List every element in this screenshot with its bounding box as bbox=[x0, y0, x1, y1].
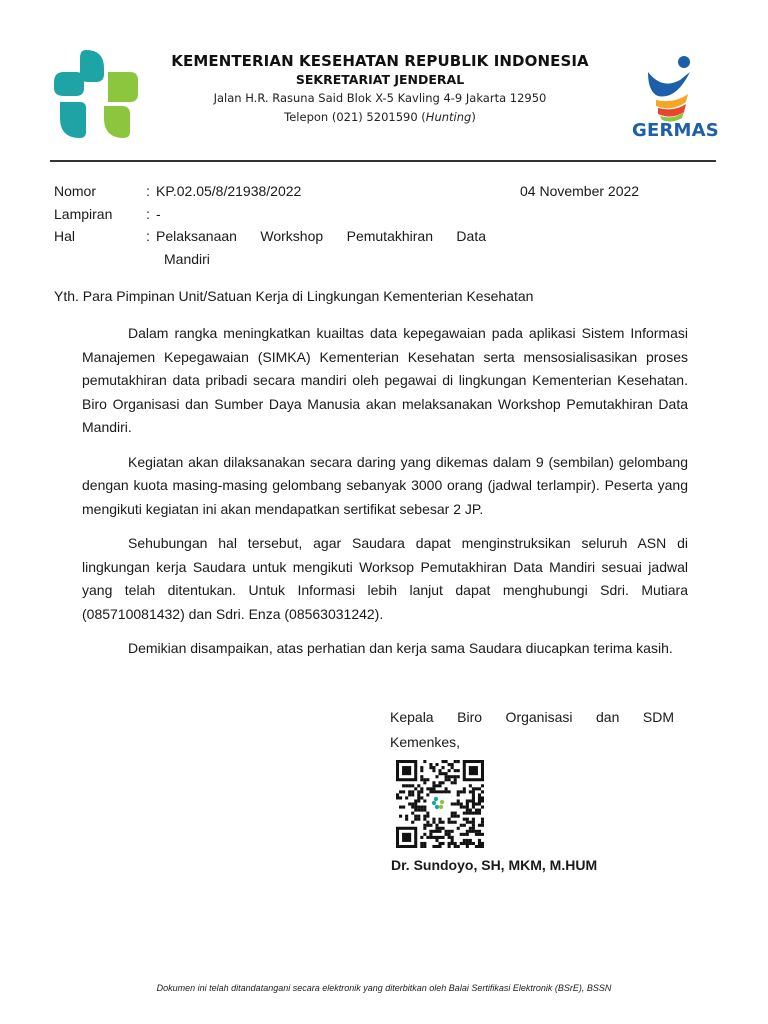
lampiran-label: Lampiran bbox=[54, 205, 113, 222]
meta-row-lampiran bbox=[54, 203, 674, 226]
phone bbox=[140, 110, 620, 124]
nomor-label: Nomor bbox=[54, 183, 97, 199]
hal-label: Hal bbox=[54, 228, 76, 244]
paragraph: Dalam rangka meningkatkan kuailtas data kepegawaian pada aplikasi Sistem Informasi Manajemen Kepegawaian (SIMKA) Kementerian Kesehatan serta mensosialisasikan proses pemutakhiran data pribadi secara mandiri oleh pegawai di lingkungan Kementerian Kesehatan. Biro Organisasi dan Sumber Daya Manusia akan melaksanakan Workshop Pemutakhiran Data Mandiri. bbox=[82, 325, 688, 435]
letter-meta bbox=[54, 180, 674, 270]
qr-code-icon bbox=[396, 760, 484, 848]
header-divider bbox=[50, 160, 716, 162]
nomor-value: KP.02.05/8/21938/2022 bbox=[156, 183, 302, 199]
letter-body bbox=[82, 322, 688, 672]
ministry-name: KEMENTERIAN KESEHATAN REPUBLIK INDONESIA bbox=[171, 52, 589, 70]
salutation: Yth. Para Pimpinan Unit/Satuan Kerja di Lingkungan Kementerian Kesehatan bbox=[54, 288, 534, 304]
phone-note: Hunting bbox=[425, 110, 472, 124]
nomor-colon: : bbox=[146, 183, 150, 199]
lampiran-value: - bbox=[156, 205, 161, 222]
footer-note: Dokumen ini telah ditandatangani secara elektronik yang diterbitkan oleh Balai Sertifikasi Elektronik (BSrE), BSSN bbox=[156, 983, 612, 993]
hal-value-line2: Mandiri bbox=[164, 250, 210, 267]
phone-prefix: Telepon (021) 5201590 ( bbox=[284, 110, 426, 124]
paragraph: Sehubungan hal tersebut, agar Saudara dapat menginstruksikan seluruh ASN di lingkungan kerja Saudara untuk mengikuti Worksop Pemutakhiran Data Mandiri sesuai jadwal yang telah ditentukan. Untuk Informasi lebih lanjut dapat menghubungi Sdri. Mutiara (085710081432) dan Sdri. Enza (08563031242). bbox=[82, 535, 688, 622]
paragraph: Demikian disampaikan, atas perhatian dan kerja sama Saudara diucapkan terima kasih. bbox=[128, 640, 673, 656]
phone-suffix: ) bbox=[471, 110, 476, 124]
signer-name: Dr. Sundoyo, SH, MKM, M.HUM bbox=[391, 857, 598, 873]
germas-wordmark: GERMAS bbox=[632, 120, 719, 141]
division-name: SEKRETARIAT JENDERAL bbox=[295, 72, 465, 87]
letter-date: 04 November 2022 bbox=[520, 183, 640, 199]
kemenkes-logo-icon bbox=[50, 48, 140, 140]
paragraph: Kegiatan akan dilaksanakan secara daring yang dikemas dalam 9 (sembilan) gelombang dengan kuota masing-masing gelombang sebanyak 3000 orang (jadwal terlampir). Peserta yang mengikuti kegiatan ini akan mendapatkan sertifikat sebesar 2 JP. bbox=[82, 453, 688, 517]
letterhead-text bbox=[140, 52, 620, 124]
signature-block bbox=[390, 705, 674, 754]
letterhead bbox=[0, 0, 768, 160]
hal-colon: : bbox=[146, 228, 150, 244]
address: Jalan H.R. Rasuna Said Blok X-5 Kavling 4-9 Jakarta 12950 bbox=[213, 91, 547, 105]
lampiran-colon: : bbox=[146, 205, 150, 222]
meta-row-hal bbox=[54, 225, 674, 248]
hal-value-line1: Pelaksanaan Workshop Pemutakhiran Data bbox=[156, 228, 486, 244]
signer-org: Kemenkes, bbox=[390, 733, 461, 750]
signer-role: Kepala Biro Organisasi dan SDM bbox=[390, 709, 674, 725]
